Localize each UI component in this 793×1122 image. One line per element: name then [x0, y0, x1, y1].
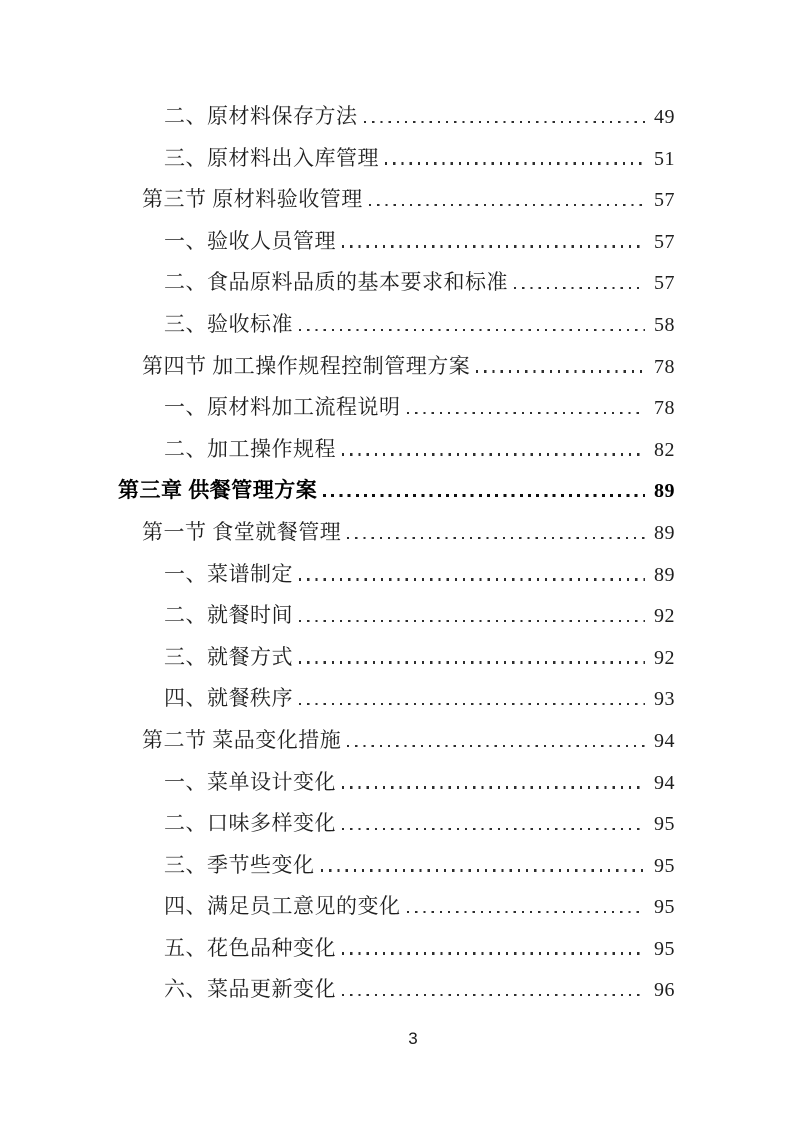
- toc-entry-page-number: 58: [654, 313, 675, 336]
- toc-entry-item[interactable]: [118, 96, 675, 138]
- toc-entry-page-number: 89: [654, 480, 675, 503]
- dot-leader: [347, 537, 645, 539]
- toc-entry-page-number: 78: [654, 397, 675, 420]
- toc-entry-title: 第一节 食堂就餐管理: [142, 519, 342, 544]
- dot-leader: [299, 329, 645, 331]
- dot-leader: [299, 578, 645, 580]
- toc-entry-page-number: 57: [654, 272, 675, 295]
- toc-entry-title: 二、食品原料品质的基本要求和标准: [164, 270, 508, 295]
- toc-entry-item[interactable]: [118, 595, 675, 637]
- toc-entry-page-number: 89: [654, 563, 675, 586]
- toc-entry-title: 二、原材料保存方法: [164, 104, 358, 128]
- toc-entry-item[interactable]: [118, 762, 675, 804]
- dot-leader: [299, 703, 645, 705]
- toc-entry-title: 三、验收标准: [164, 311, 293, 336]
- dot-leader: [369, 204, 645, 206]
- toc-entry-title: 一、原材料加工流程说明: [164, 395, 401, 420]
- toc-entry-section[interactable]: [118, 720, 675, 762]
- dot-leader: [407, 911, 646, 913]
- toc-entry-item[interactable]: [118, 845, 675, 887]
- toc-entry-page-number: 92: [654, 646, 675, 669]
- toc-entry-item[interactable]: [118, 928, 675, 970]
- dot-leader: [342, 994, 645, 996]
- toc-entry-item[interactable]: [118, 387, 675, 429]
- toc-entry-page-number: 95: [654, 854, 675, 877]
- toc-entry-page-number: 95: [654, 813, 675, 836]
- dot-leader: [321, 869, 646, 871]
- toc-entry-title: 五、花色品种变化: [164, 935, 336, 960]
- toc-entry-page-number: 49: [654, 106, 675, 128]
- dot-leader: [342, 786, 645, 788]
- toc-entry-page-number: 57: [654, 230, 675, 253]
- page-footer: [33, 1029, 793, 1049]
- toc-entry-title: 六、菜品更新变化: [164, 977, 336, 1002]
- dot-leader: [407, 412, 646, 414]
- dot-leader: [342, 952, 645, 954]
- dot-leader: [347, 745, 645, 747]
- dot-leader: [323, 494, 645, 497]
- toc-entry-page-number: 89: [654, 521, 675, 544]
- toc-entry-title: 一、菜谱制定: [164, 561, 293, 586]
- toc-entry-section[interactable]: [118, 179, 675, 221]
- dot-leader: [342, 453, 645, 455]
- toc-entry-item[interactable]: [118, 969, 675, 1011]
- toc-entry-item[interactable]: [118, 429, 675, 471]
- toc-entry-page-number: 95: [654, 937, 675, 960]
- toc-entry-title: 一、菜单设计变化: [164, 769, 336, 794]
- toc-entry-item[interactable]: [118, 221, 675, 263]
- toc-entry-item[interactable]: [118, 886, 675, 928]
- toc-entry-title: 第三章 供餐管理方案: [118, 478, 318, 503]
- toc-entry-title: 一、验收人员管理: [164, 228, 336, 253]
- toc-entry-title: 三、原材料出入库管理: [164, 145, 379, 170]
- toc-entry-item[interactable]: [118, 262, 675, 304]
- toc-entry-title: 第四节 加工操作规程控制管理方案: [142, 353, 471, 378]
- toc-entry-item[interactable]: [118, 304, 675, 346]
- toc-entry-item[interactable]: [118, 678, 675, 720]
- toc-entry-title: 第三节 原材料验收管理: [142, 187, 363, 212]
- toc-entry-item[interactable]: [118, 803, 675, 845]
- toc-entry-title: 二、加工操作规程: [164, 436, 336, 461]
- toc-entry-section[interactable]: [118, 346, 675, 388]
- toc-entry-title: 三、就餐方式: [164, 644, 293, 669]
- toc-entry-item[interactable]: [118, 554, 675, 596]
- toc-entry-page-number: 94: [654, 771, 675, 794]
- toc-entry-title: 三、季节些变化: [164, 852, 315, 877]
- toc-entry-item[interactable]: [118, 637, 675, 679]
- toc-entry-title: 四、就餐秩序: [164, 686, 293, 711]
- toc-entry-title: 四、满足员工意见的变化: [164, 894, 401, 919]
- dot-leader: [514, 287, 645, 289]
- footer-page-number: 3: [408, 1029, 418, 1048]
- toc-entry-chapter[interactable]: [118, 470, 675, 512]
- dot-leader: [299, 620, 645, 622]
- toc-entry-section[interactable]: [118, 512, 675, 554]
- toc-entry-page-number: 57: [654, 189, 675, 212]
- toc-entry-page-number: 95: [654, 896, 675, 919]
- toc-entry-page-number: 93: [654, 688, 675, 711]
- toc-entry-page-number: 51: [654, 147, 675, 170]
- dot-leader: [364, 121, 646, 123]
- dot-leader: [342, 828, 645, 830]
- toc-entry-title: 二、口味多样变化: [164, 811, 336, 836]
- toc-entry-title: 第二节 菜品变化措施: [142, 727, 342, 752]
- toc-entry-page-number: 96: [654, 979, 675, 1002]
- toc-entry-page-number: 82: [654, 438, 675, 461]
- toc-entry-page-number: 92: [654, 605, 675, 628]
- dot-leader: [342, 245, 645, 247]
- dot-leader: [299, 661, 645, 663]
- toc-entry-item[interactable]: [118, 138, 675, 180]
- toc-entry-page-number: 78: [654, 355, 675, 378]
- toc-list: [118, 96, 675, 1011]
- dot-leader: [476, 370, 645, 372]
- dot-leader: [385, 162, 645, 164]
- toc-entry-title: 二、就餐时间: [164, 603, 293, 628]
- toc-entry-page-number: 94: [654, 729, 675, 752]
